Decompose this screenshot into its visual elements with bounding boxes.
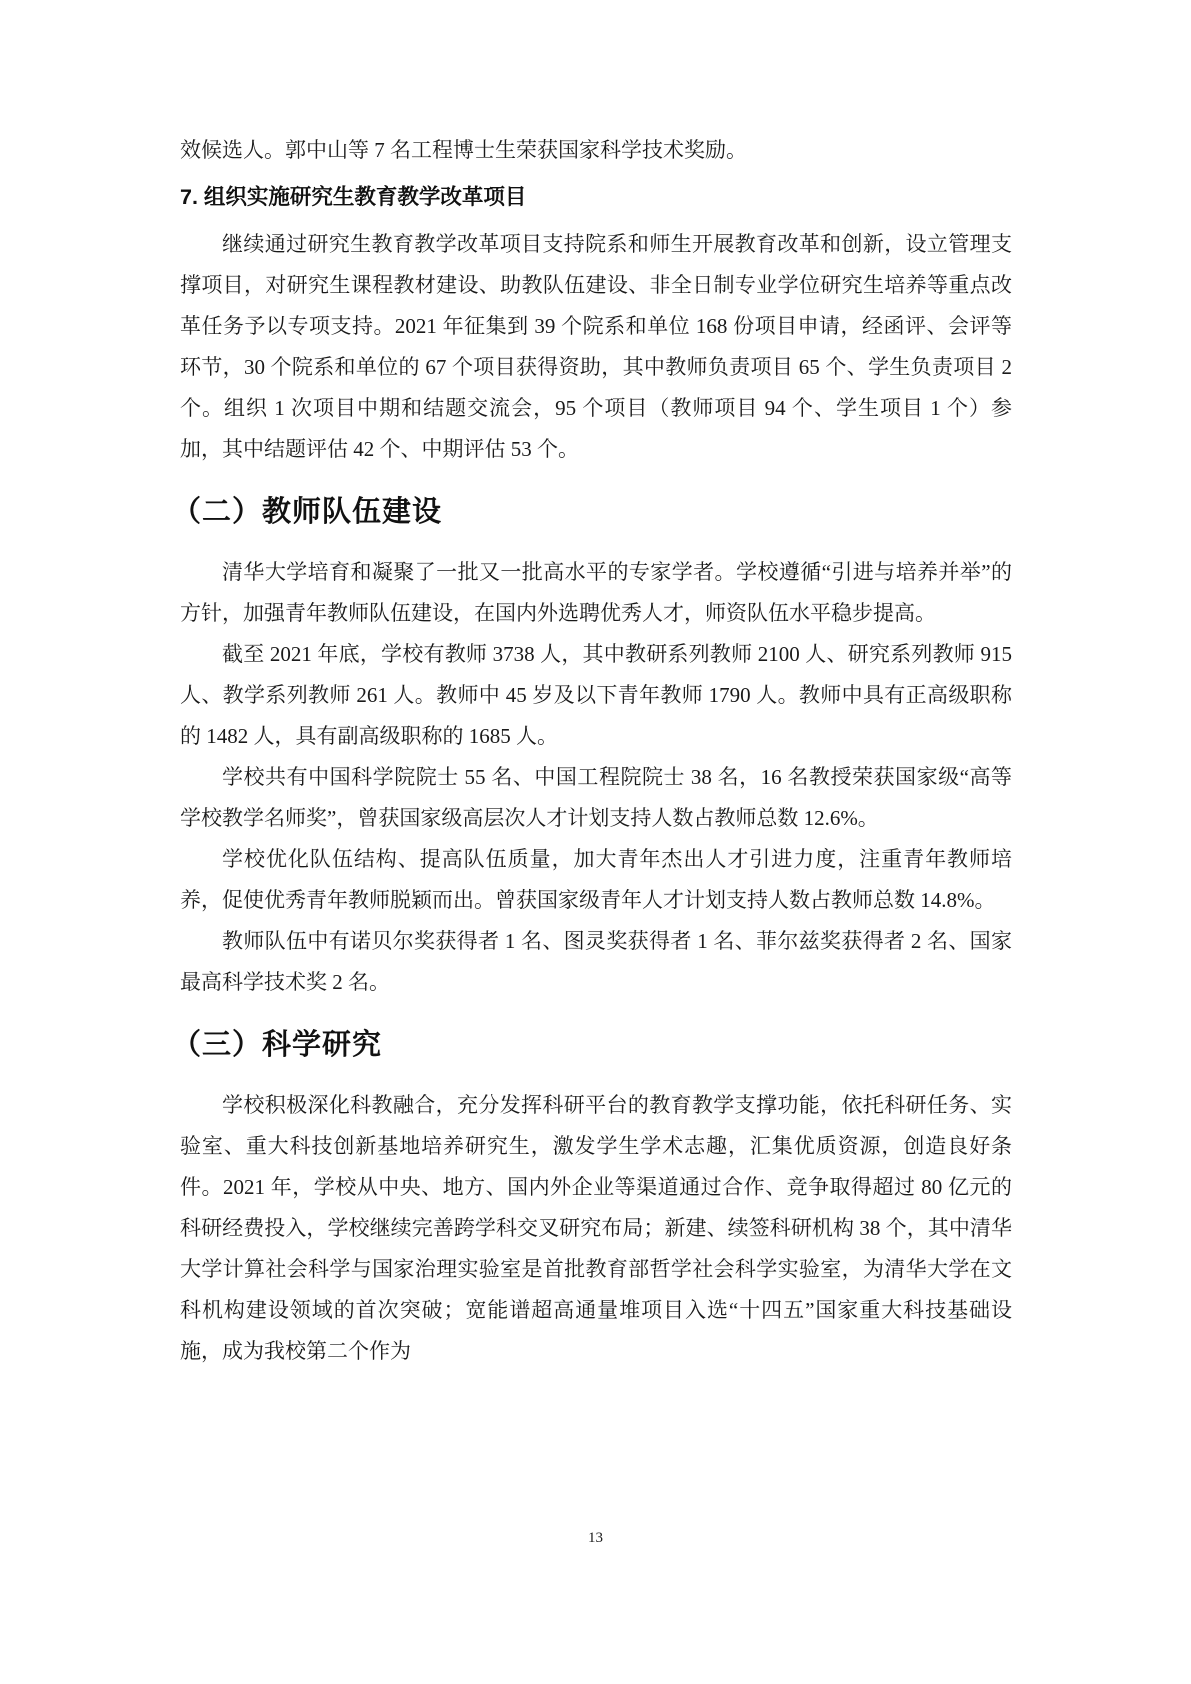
numbered-item-heading: 7. 组织实施研究生教育教学改革项目 <box>180 185 527 209</box>
body-paragraph: 清华大学培育和凝聚了一批又一批高水平的专家学者。学校遵循“引进与培养并举”的方针，加强青年教师队伍建设，在国内外选聘优秀人才，师资队伍水平稳步提高。 <box>180 560 1012 625</box>
body-paragraph: 教师队伍中有诺贝尔奖获得者 1 名、图灵奖获得者 1 名、菲尔兹奖获得者 2 名、国家最高科学技术奖 2 名。 <box>180 929 1012 994</box>
section-heading: （三）科学研究 <box>172 1029 383 1061</box>
body-paragraph: 学校优化队伍结构、提高队伍质量，加大青年杰出人才引进力度，注重青年教师培养，促使优秀青年教师脱颖而出。曾获国家级青年人才计划支持人数占教师总数 14.8%。 <box>180 847 1012 912</box>
body-paragraph: 学校积极深化科教融合，充分发挥科研平台的教育教学支撑功能，依托科研任务、实验室、重大科技创新基地培养研究生，激发学生学术志趣，汇集优质资源，创造良好条件。2021 年，学校从中央、地方、国内外企业等渠道通过合作、竞争取得超过 80 亿元的科研经费投入，学校继续完善跨学科交叉研究布局；新建、续签科研机构 38 个，其中清华大学计算社会科学与国家治理实验室是首批教育部哲学社会科学实验室，为清华大学在文科机构建设领域的首次突破；宽能谱超高通量堆项目入选“十四五”国家重大科技基础设施，成为我校第二个作为 <box>180 1093 1012 1363</box>
body-paragraph: 学校共有中国科学院院士 55 名、中国工程院院士 38 名，16 名教授荣获国家级“高等学校教学名师奖”，曾获国家级高层次人才计划支持人数占教师总数 12.6%。 <box>180 765 1012 830</box>
page-number: 13 <box>588 1530 603 1546</box>
body-paragraph: 继续通过研究生教育教学改革项目支持院系和师生开展教育改革和创新，设立管理支撑项目，对研究生课程教材建设、助教队伍建设、非全日制专业学位研究生培养等重点改革任务予以专项支持。2021 年征集到 39 个院系和单位 168 份项目申请，经函评、会评等环节，30 个院系和单位的 67 个项目获得资助，其中教师负责项目 65 个、学生负责项目 2 个。组织 1 次项目中期和结题交流会，95 个项目（教师项目 94 个、学生项目 1 个）参加，其中结题评估 42 个、中期评估 53 个。 <box>180 232 1012 461</box>
page-footer <box>0 1528 1191 1548</box>
document-content <box>172 130 1012 1372</box>
body-paragraph: 截至 2021 年底，学校有教师 3738 人，其中教研系列教师 2100 人、研究系列教师 915 人、教学系列教师 261 人。教师中 45 岁及以下青年教师 1790 人。教师中具有正高级职称的 1482 人，具有副高级职称的 1685 人。 <box>180 642 1012 748</box>
section-heading: （二）教师队伍建设 <box>172 496 443 528</box>
body-paragraph-continued: 效候选人。郭中山等 7 名工程博士生荣获国家科学技术奖励。 <box>180 138 747 162</box>
